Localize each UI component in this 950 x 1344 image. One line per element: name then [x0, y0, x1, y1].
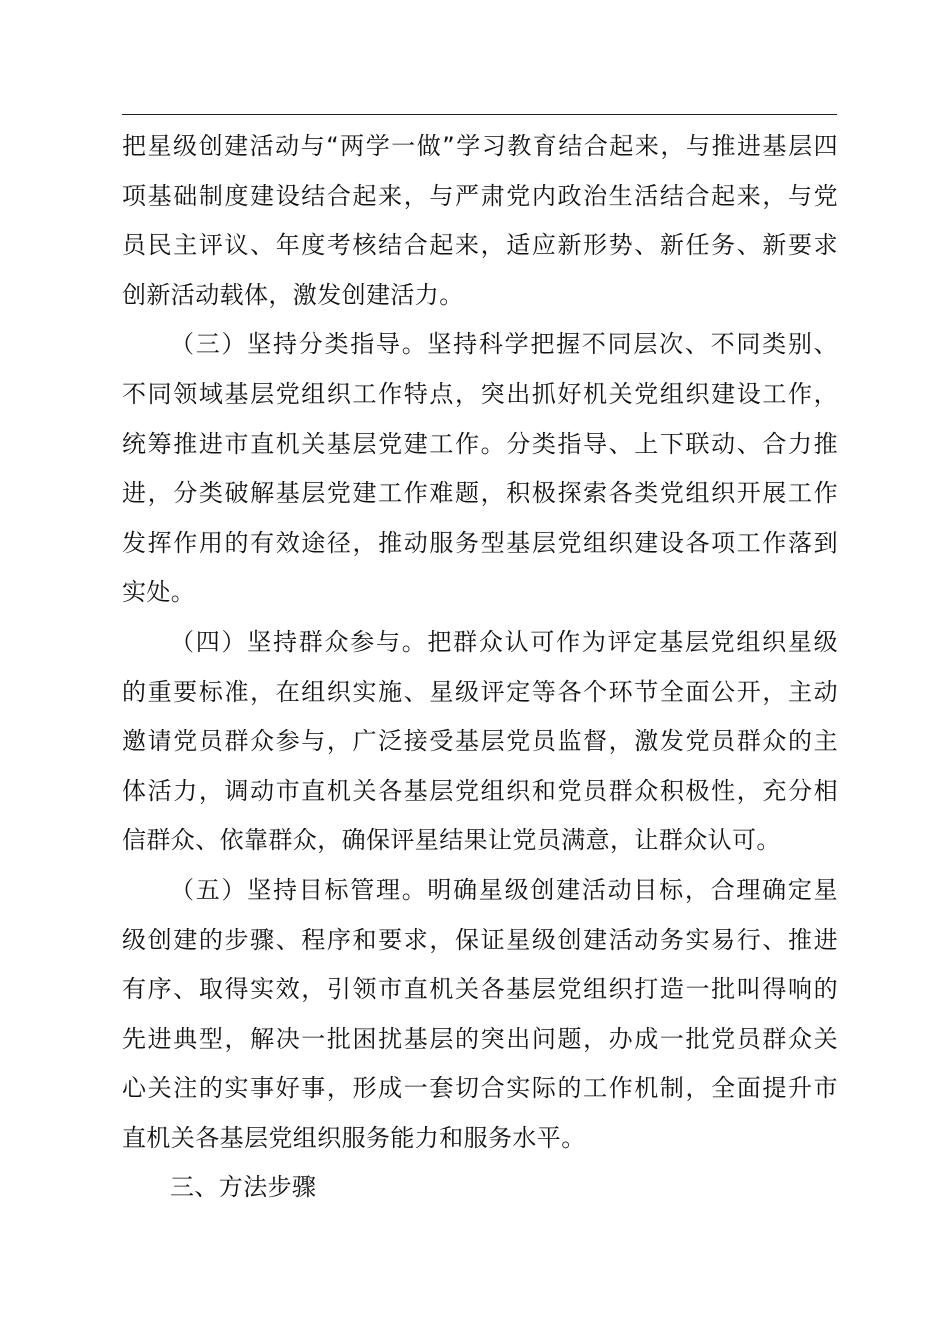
text-line: 先进典型，解决一批困扰基层的突出问题，办成一批党员群众关 — [122, 1024, 838, 1053]
text-line: 员民主评议、年度考核结合起来，适应新形势、新任务、新要求 — [122, 231, 838, 260]
text-line: 直机关各基层党组织服务能力和服务水平。 — [122, 1123, 586, 1152]
text-line: 心关注的实事好事，形成一套切合实际的工作机制，全面提升市 — [122, 1074, 838, 1103]
text-line: 有序、取得实效，引领市直机关各基层党组织打造一批叫得响的 — [122, 975, 838, 1004]
section-heading-text: 三、方法步骤 — [170, 1173, 317, 1202]
document-body — [122, 122, 838, 1213]
text-line: 把星级创建活动与“两学一做”学习教育结合起来，与推进基层四 — [122, 132, 838, 160]
text-line: 的重要标准，在组织实施、星级评定等各个环节全面公开，主动 — [122, 677, 838, 706]
paragraph-principle-4 — [122, 618, 838, 866]
text-line: 统筹推进市直机关基层党建工作。分类指导、上下联动、合力推 — [122, 429, 838, 458]
text-line: 邀请党员群众参与，广泛接受基层党员监督，激发党员群众的主 — [122, 727, 838, 756]
text-line: 不同领域基层党组织工作特点，突出抓好机关党组织建设工作， — [122, 379, 838, 408]
text-line: 进，分类破解基层党建工作难题，积极探索各类党组织开展工作 — [122, 479, 838, 508]
text-line: （三）坚持分类指导。坚持科学把握不同层次、不同类别、 — [170, 330, 838, 359]
text-line: （五）坚持目标管理。明确星级创建活动目标，合理确定星 — [170, 875, 838, 904]
text-line: 信群众、依靠群众，确保评星结果让党员满意，让群众认可。 — [122, 826, 781, 855]
text-line: 体活力，调动市直机关各基层党组织和党员群众积极性，充分相 — [122, 776, 838, 805]
section-heading — [122, 1163, 838, 1213]
paragraph-principle-3 — [122, 320, 838, 618]
header-rule — [122, 114, 837, 115]
paragraph-continuation — [122, 122, 838, 320]
text-line: 发挥作用的有效途径，推动服务型基层党组织建设各项工作落到 — [122, 528, 838, 557]
text-line: 级创建的步骤、程序和要求，保证星级创建活动务实易行、推进 — [122, 925, 838, 954]
text-line: （四）坚持群众参与。把群众认可作为评定基层党组织星级 — [170, 627, 838, 656]
text-line: 创新活动载体，激发创建活力。 — [122, 280, 464, 309]
text-line: 项基础制度建设结合起来，与严肃党内政治生活结合起来，与党 — [122, 181, 838, 210]
paragraph-principle-5 — [122, 866, 838, 1164]
text-line: 实处。 — [122, 578, 196, 607]
